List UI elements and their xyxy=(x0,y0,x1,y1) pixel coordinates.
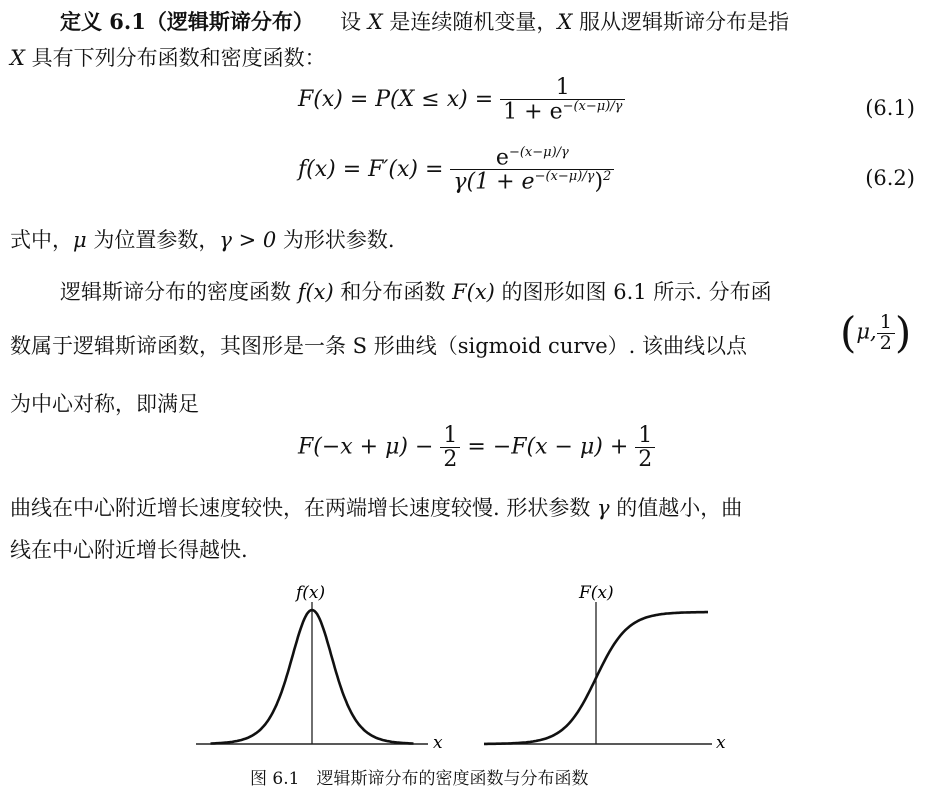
equation-number-6-2: (6.2) xyxy=(865,166,915,190)
center-point: (μ, $\frac{1}{2}$ ) xyxy=(840,308,912,357)
definition-label: 定义 6.1（逻辑斯谛分布） xyxy=(60,9,314,34)
right-y-label: F(x) xyxy=(579,583,614,603)
equation-6-2: f(x) = F′(x) = $\frac{e^{-(x-\mu)/\gamma}}{\gamma(1 + e^{-(x-\mu)/\gamma})^2}$ xyxy=(298,146,614,194)
equation-6-1: F(x) = P(X ≤ x) = $\frac{1}{1 + e^{-(x-\mu)/\gamma}}$ xyxy=(298,76,625,124)
equation-number-6-1: (6.1) xyxy=(865,96,915,120)
figure-6-1 xyxy=(0,580,927,780)
left-y-label: f(x) xyxy=(296,583,326,603)
figure-caption: 图 6.1 逻辑斯谛分布的密度函数与分布函数 xyxy=(250,769,589,789)
right-x-label: x xyxy=(716,733,726,753)
definition-text-1: 设 X 是连续随机变量，X 服从逻辑斯谛分布是指 xyxy=(340,10,789,34)
symmetry-equation: F(−x + μ) − $\frac{1}{2}$ = −F(x − μ) + $\frac{1}{2}$ xyxy=(298,424,655,471)
left-x-label: x xyxy=(433,733,443,753)
